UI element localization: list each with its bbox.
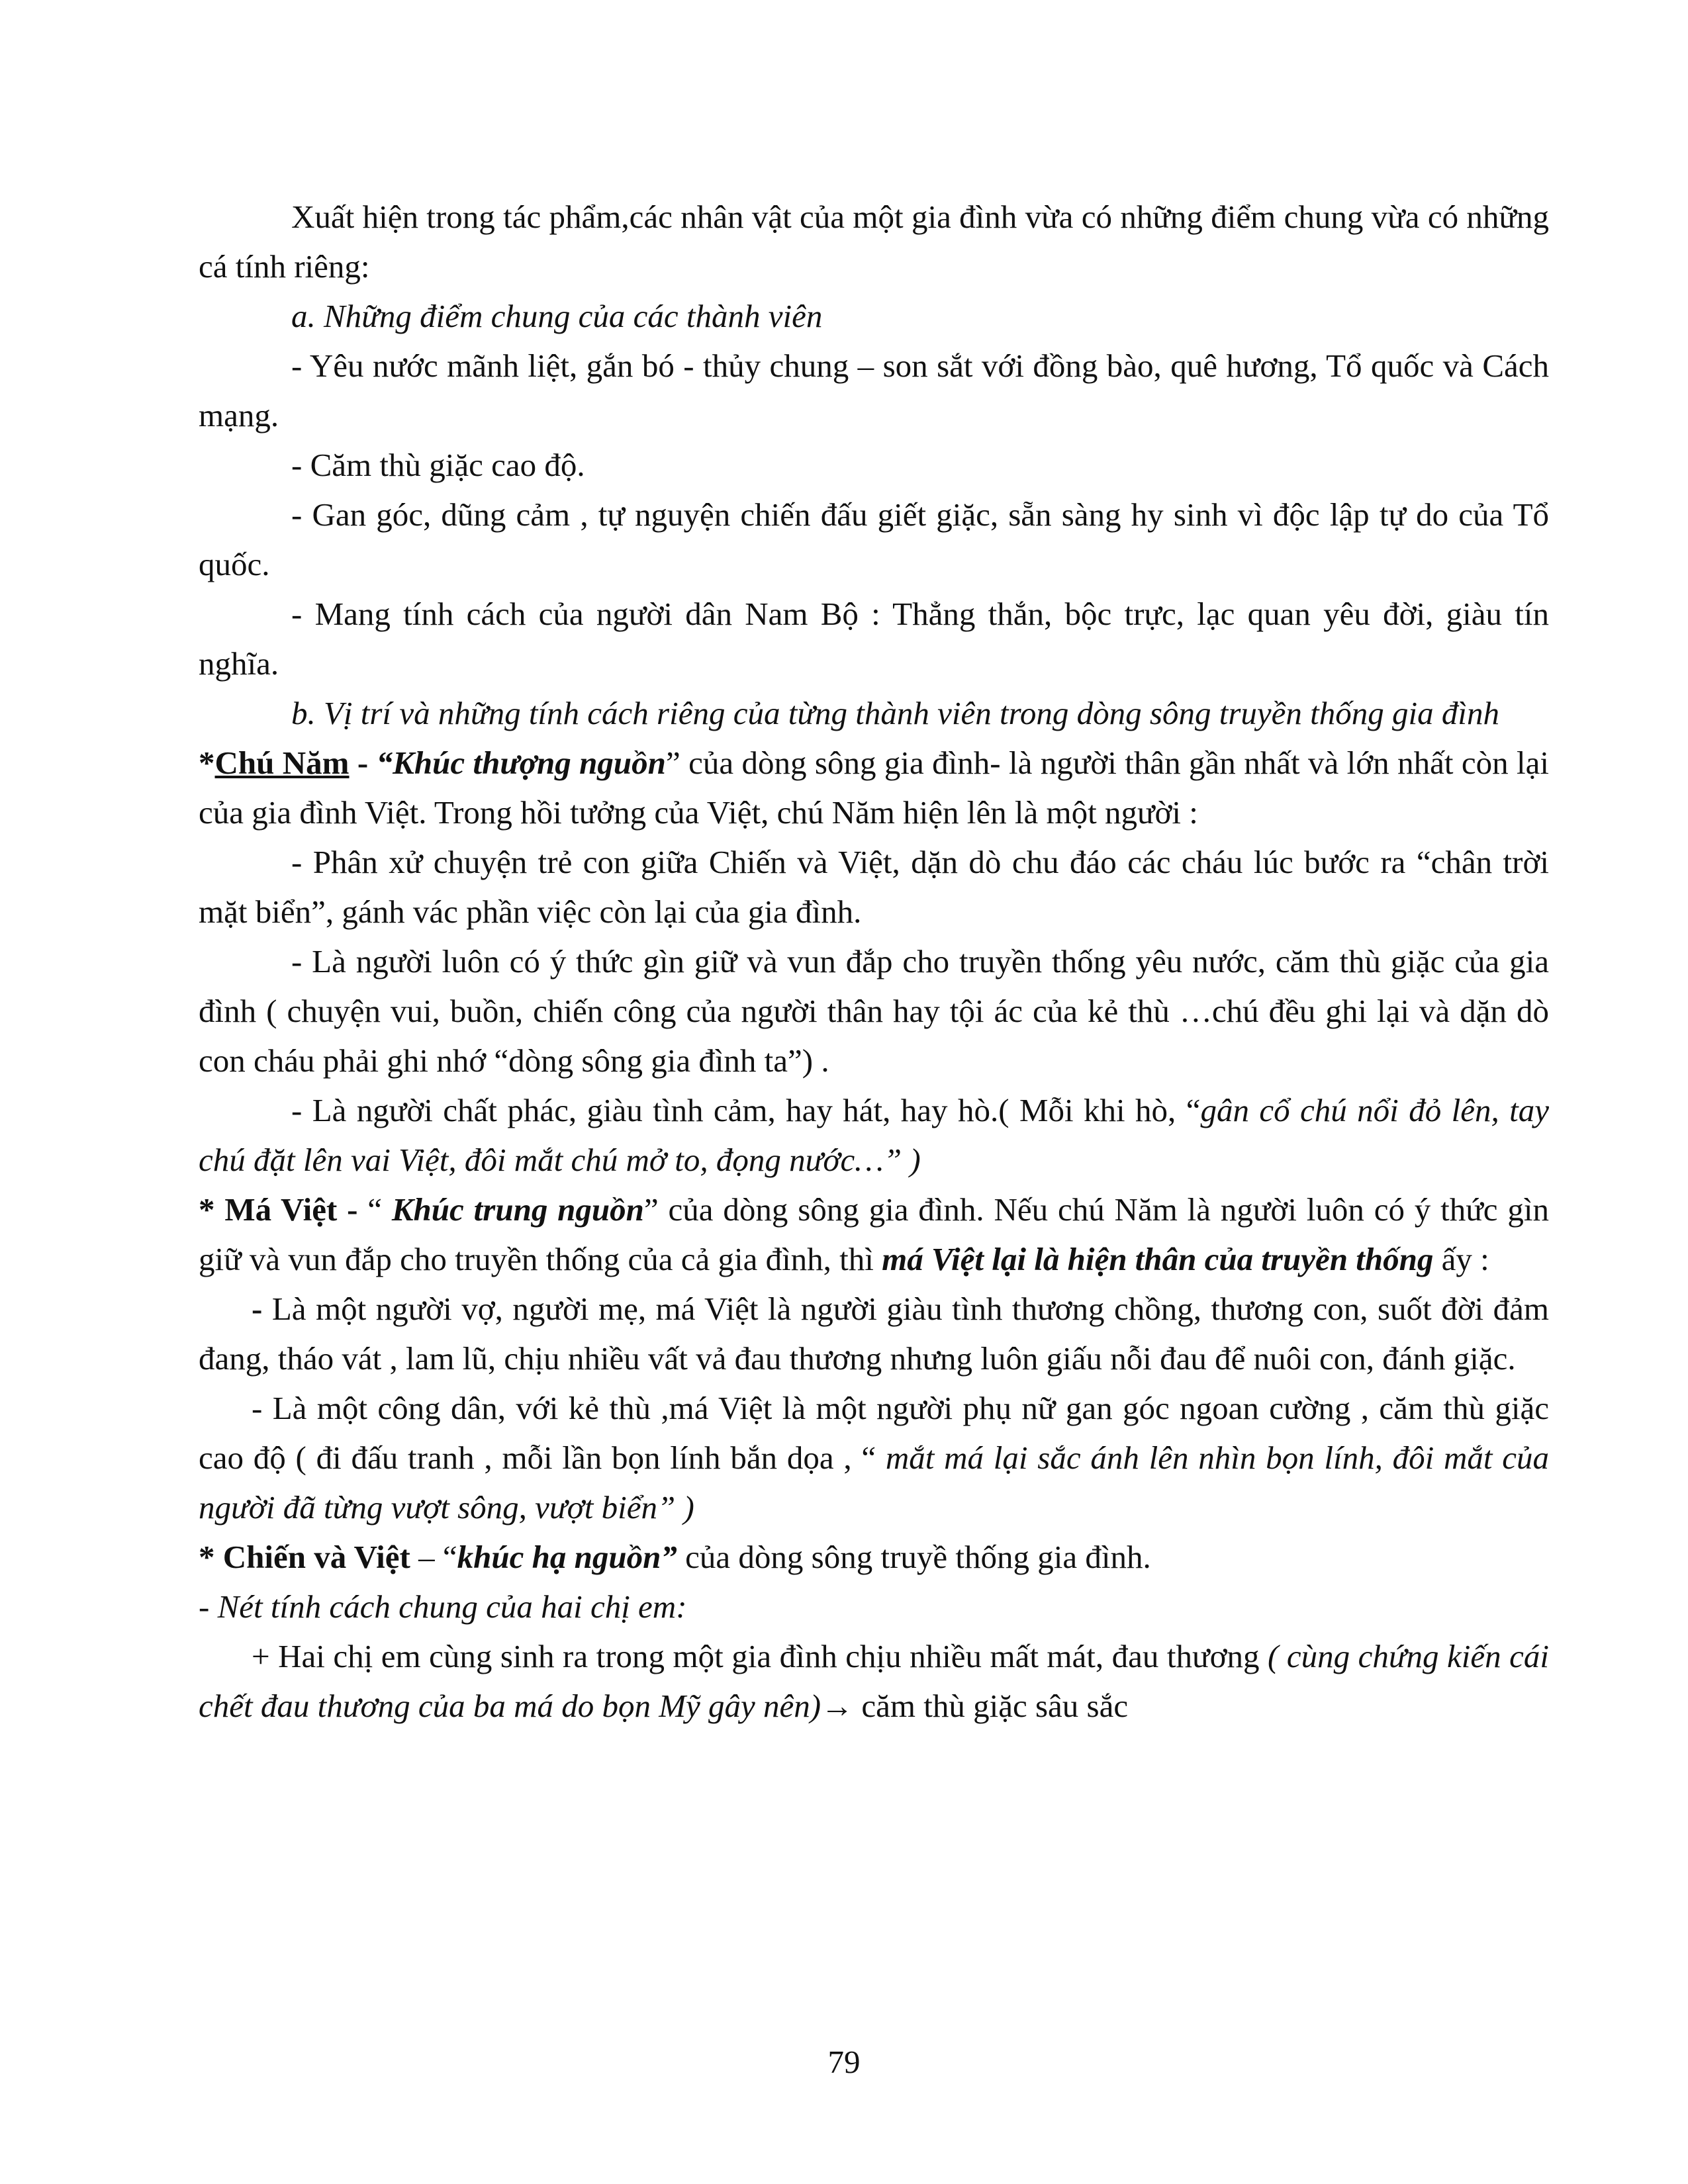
ma-viet-bullet [199, 1284, 1549, 1383]
ma-viet-paragraph [199, 1185, 1549, 1284]
chien-viet-bullet [199, 1631, 1549, 1731]
chien-viet-title: khúc hạ nguồn” [457, 1539, 677, 1575]
section-a-bullet: - Yêu nước mãnh liệt, gắn bó - thủy chung – son sắt với đồng bào, quê hương, Tổ quốc và Cách mạng. [199, 347, 1549, 433]
chien-viet-bullet-quote: ( cùng chứng kiến cái chết đau thương của ba má do bọn Mỹ gây nên) [199, 1638, 1550, 1724]
intro-paragraph: Xuất hiện trong tác phẩm,các nhân vật của một gia đình vừa có những điểm chung vừa có những cá tính riêng: [199, 199, 1549, 285]
section-a-heading: a. Những điểm chung của các thành viên [291, 298, 823, 334]
page-content [199, 192, 1549, 1731]
section-b-heading: b. Vị trí và những tính cách riêng của từng thành viên trong dòng sông truyền thống gia đình [291, 695, 1499, 731]
ma-viet-bullet-quote: mắt má lại sắc ánh lên nhìn bọn lính, đôi mắt của người đã từng vượt sông, vượt biển” ) [199, 1439, 1549, 1525]
page-number: 79 [827, 2044, 861, 2080]
section-a-bullet: - Căm thù giặc cao độ. [291, 447, 585, 483]
chien-viet-bullet-text: + Hai chị em cùng sinh ra trong một gia đình chịu nhiều mất mát, đau thương [252, 1638, 1268, 1674]
chu-nam-star: * [199, 745, 215, 781]
section-a-bullet: - Gan góc, dũng cảm , tự nguyện chiến đấu giết giặc, sẵn sàng hy sinh vì độc lập tự do của Tổ quốc. [199, 496, 1549, 582]
ma-viet-emphasis: má Việt lại là hiện thân của truyền thống [882, 1241, 1434, 1277]
arrow-right-icon: → [821, 1688, 854, 1724]
chu-nam-singing-text: - Là người chất phác, giàu tình cảm, hay hát, hay hò.( Mỗi khi hò, “ [291, 1092, 1201, 1128]
ma-viet-label: * Má Việt - [199, 1191, 368, 1228]
chu-nam-singing-quote: gân cổ chú nổi đỏ lên, tay chú đặt lên vai Việt, đôi mắt chú mở to, đọng nước…” ) [199, 1092, 1549, 1178]
ma-viet-description: ” của dòng sông gia đình. Nếu chú Năm là người luôn có ý thức gìn giữ và vun đắp cho truyền thống của cả gia đình, thì [199, 1191, 1550, 1277]
chu-nam-dash: - [349, 745, 377, 781]
chien-viet-description: của dòng sông truyề thống gia đình. [677, 1539, 1151, 1575]
ma-viet-bullet-dash: - [252, 1291, 272, 1327]
chien-viet-subheading: - Nét tính cách chung của hai chị em: [199, 1588, 687, 1625]
ma-viet-bullet-text: Là một người vợ, người mẹ, má Việt là người giàu tình thương chồng, thương con, suốt đời đảm đang, tháo vát , lam lũ, chịu nhiều vất vả đau thương nhưng luôn giấu nỗi đau để nuôi con, đánh giặc. [199, 1291, 1549, 1377]
ma-viet-tail: ấy : [1433, 1241, 1489, 1277]
ma-viet-title: Khúc trung nguồn [391, 1191, 644, 1228]
section-a-bullet: - Mang tính cách của người dân Nam Bộ : Thẳng thắn, bộc trực, lạc quan yêu đời, giàu tín nghĩa. [199, 596, 1549, 682]
chu-nam-bullet: - Phân xử chuyện trẻ con giữa Chiến và Việt, dặn dò chu đáo các cháu lúc bước ra “chân trời mặt biển”, gánh vác phần việc còn lại của gia đình. [199, 844, 1549, 930]
chu-nam-name: Chú Năm [214, 745, 350, 781]
chu-nam-title: Khúc thượng nguồn [393, 745, 666, 781]
chu-nam-bullet: - Là người luôn có ý thức gìn giữ và vun đắp cho truyền thống yêu nước, căm thù giặc của gia đình ( chuyện vui, buồn, chiến công của người thân hay tội ác của kẻ thù …chú đều ghi lại và dặn dò con cháu phải ghi nhớ “dòng sông gia đình ta”) . [199, 943, 1549, 1079]
chu-nam-paragraph [199, 738, 1549, 837]
chu-nam-bullet-singing [199, 1085, 1549, 1185]
ma-viet-quote-open: “ [367, 1191, 392, 1228]
chien-viet-bullet-tail: căm thù giặc sâu sắc [853, 1688, 1129, 1724]
chu-nam-quote-open: “ [376, 745, 393, 781]
ma-viet-bullet-text: - Là một công dân, với kẻ thù ,má Việt là một người phụ nữ gan góc ngoan cường , căm thù giặc cao độ ( đi đấu tranh , mỗi lần bọn lính bắn dọa , “ [199, 1390, 1549, 1476]
chien-viet-paragraph [199, 1532, 1549, 1582]
chien-viet-dash: – “ [410, 1539, 457, 1575]
chien-viet-label: * Chiến và Việt [199, 1539, 410, 1575]
chu-nam-description: ” của dòng sông gia đình- là người thân gần nhất và lớn nhất còn lại của gia đình Việt. Trong hồi tưởng của Việt, chú Năm hiện lên là một người : [199, 745, 1549, 831]
ma-viet-bullet [199, 1383, 1549, 1532]
